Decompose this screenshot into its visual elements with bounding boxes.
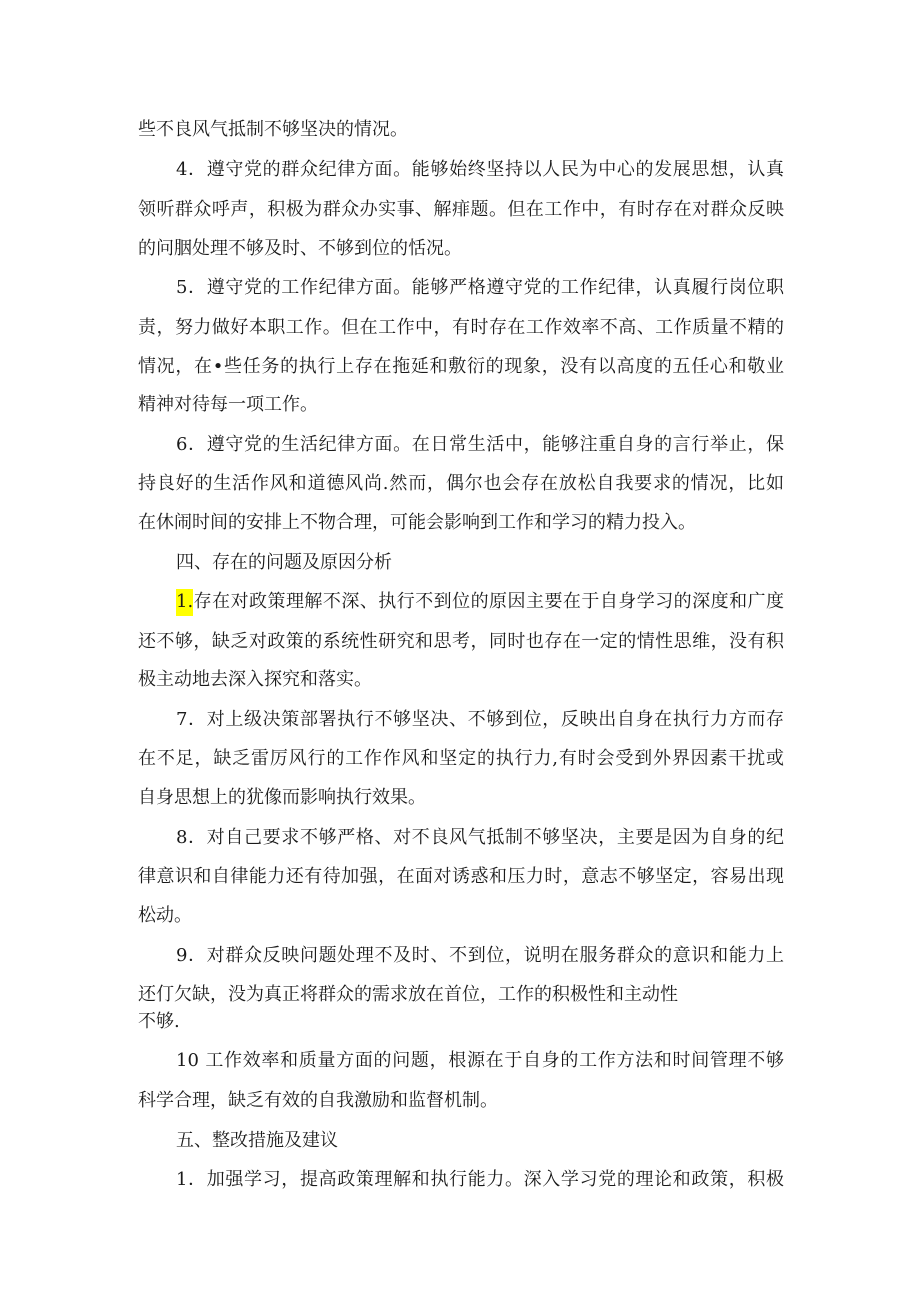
paragraph-line: 9．对群众反映问题处理不及时、不到位，说明在服务群众的意识和能力上 (176, 945, 784, 966)
section-heading: 四、存在的问题及原因分析 (176, 552, 392, 573)
paragraph-line: 8．对自己要求不够严格、对不良风气抵制不够坚决，主要是因为自身的纪 (176, 827, 784, 848)
paragraph-line: 在休闹时间的安排上不物合理，可能会影响到工作和学习的精力投入。 (138, 512, 696, 533)
paragraph-line: 还仃欠缺，没为真正将群众的需求放在首位，工作的积极性和主动性 (138, 984, 678, 1005)
paragraph-line: 在不足，缺乏雷厉风行的工作作风和坚定的执行力,有时会受到外界因素干扰或 (138, 748, 784, 769)
paragraph-line: 还不够，缺乏对政策的系统性研究和思考，同时也存在一定的情性思维，没有积 (138, 631, 784, 652)
paragraph-line: 的问胭处理不够及时、不够到位的恬况。 (138, 238, 462, 259)
paragraph-line: 自身思想上的犹像而影响执行效果。 (138, 787, 426, 808)
section-heading: 五、整改措施及建议 (176, 1130, 338, 1151)
paragraph-line: 1．加强学习，提高政策理解和执行能力。深入学习党的理论和政策，积极 (176, 1169, 784, 1190)
paragraph-line: 持良好的生活作风和道德风尚.然而，偶尔也会存在放松自我要求的情况，比如 (138, 473, 784, 494)
paragraph-line: 律意识和自律能力还有待加强，在面对诱惑和压力时，意志不够坚定，容易出现 (138, 866, 784, 887)
paragraph-line: 4．遵守党的群众纪律方面。能够始终坚持以人民为中心的发展思想，认真 (176, 159, 784, 180)
highlighted-number: 1. (176, 589, 193, 616)
paragraph-line: 极主动地去深入探究和落实。 (138, 669, 372, 690)
paragraph-line: 6．遵守党的生活纪律方面。在日常生活中，能够注重自身的言行举止，保 (176, 434, 784, 455)
paragraph-line: 7．对上级决策部署执行不够坚决、不够到位，反映出自身在执行力方而存 (176, 709, 784, 730)
paragraph-line: 领听群众呼声，积极为群众办实事、解痱题。但在工作中，有时存在对群众反映 (138, 199, 784, 220)
paragraph-line: 5．遵守党的工作纪律方面。能够严格遵守党的工作纪律，认真履行岗位职 (176, 277, 784, 298)
paragraph-line: 些不良风气抵制不够坚决的情况。 (138, 119, 408, 140)
paragraph-line: 科学合理，缺乏有效的自我激励和监督机制。 (138, 1090, 498, 1111)
paragraph-line: 责，努力做好本职工作。但在工作中，有时存在工作效率不高、工作质量不精的 (138, 317, 784, 338)
paragraph-line: 精神对待每一项工作。 (138, 394, 318, 415)
paragraph-line: 松动。 (138, 905, 192, 926)
paragraph-line-first (176, 590, 784, 614)
paragraph-line: 10 工作效率和质量方面的问题，根源在于自身的工作方法和时间管理不够 (176, 1050, 784, 1071)
paragraph-line: 不够. (138, 1011, 180, 1032)
paragraph-text: 存在对政策理解不深、执行不到位的原因主要在于自身学习的深度和广度 (193, 591, 784, 612)
paragraph-line: 情况，在•些任务的执行上存在拖延和敷衍的现象，没有以高度的五任心和敬业 (138, 356, 784, 377)
